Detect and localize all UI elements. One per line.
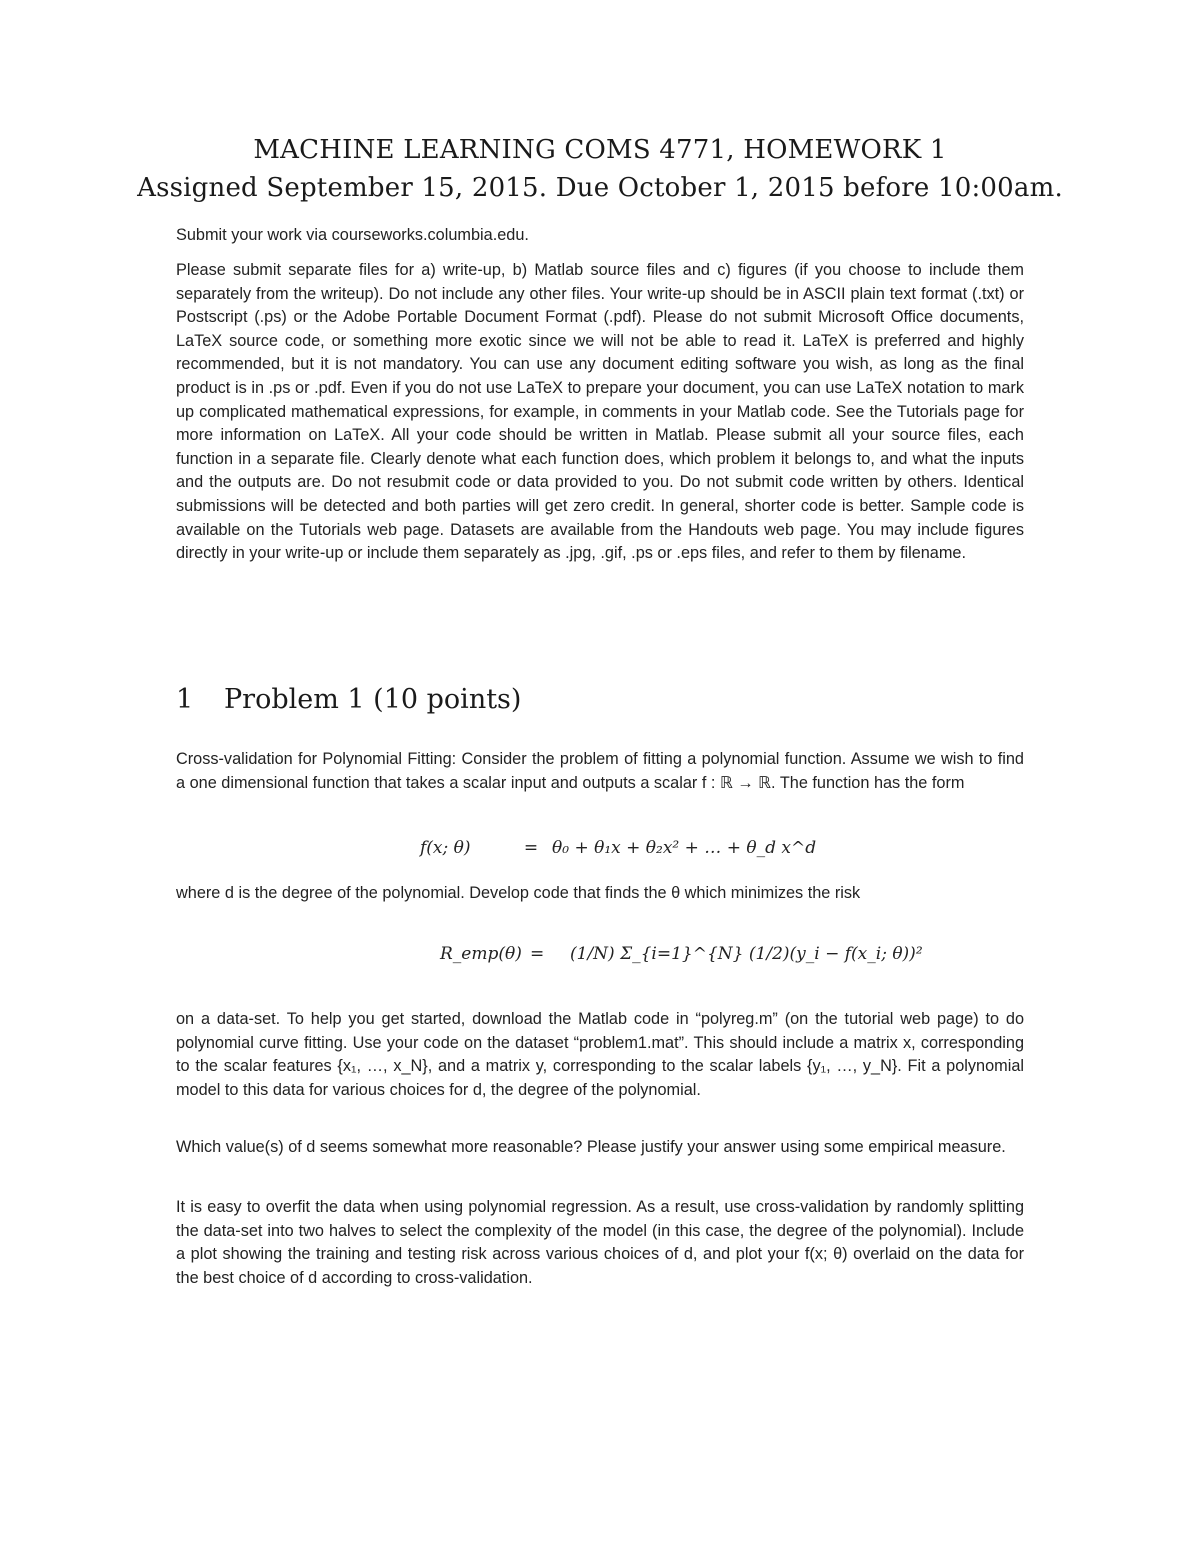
problem-intro: Cross-validation for Polynomial Fitting: Consider the problem of fitting a polynomial function. Assume we wish to find a one dimensional function that takes a scalar input and outputs a scalar f : ℝ → ℝ. The function has the form <box>176 750 1024 792</box>
risk-equation-lhs: R_emp(θ) <box>440 944 522 964</box>
question-paragraph: Which value(s) of d seems somewhat more reasonable? Please justify your answer using some empirical measure. <box>176 1138 1006 1156</box>
polynomial-equation <box>420 838 816 858</box>
risk-intro: where d is the degree of the polynomial. Develop code that finds the θ which minimizes the risk <box>176 884 861 902</box>
risk-equation-rhs: (1/N) Σ_{i=1}^{N} (1/2)(y_i − f(x_i; θ))² <box>570 944 923 964</box>
equation-equals: = <box>523 838 539 858</box>
risk-equation <box>440 926 923 990</box>
document-title: MACHINE LEARNING COMS 4771, HOMEWORK 1 <box>253 135 947 165</box>
section-title: Problem 1 (10 points) <box>224 684 522 715</box>
submission-details: Please submit separate files for a) write-up, b) Matlab source files and c) figures (if you choose to include them separately from the writeup). Do not include any other files. Your write-up should be in ASCII plain text format (.txt) or Postscript (.ps) or the Adobe Portable Document Format (.pdf). Please do not submit Microsoft Office documents, LaTeX source code, or something more exotic since we will not be able to read it. LaTeX is preferred and highly recommended, but it is not mandatory. You can use any document editing software you wish, as long as the final product is in .ps or .pdf. Even if you do not use LaTeX to prepare your document, you can use LaTeX notation to mark up complicated mathematical expressions, for example, in comments in your Matlab code. See the Tutorials page for more information on LaTeX. All your code should be written in Matlab. Please submit all your source files, each function in a separate file. Clearly denote what each function does, which problem it belongs to, and what the inputs and the outputs are. Do not resubmit code or data provided to you. Do not submit code written by others. Identical submissions will be detected and both parties will get zero credit. In general, shorter code is better. Sample code is available on the Tutorials web page. Datasets are available from the Handouts web page. You may include figures directly in your write-up or include them separately as .jpg, .gif, .ps or .eps files, and refer to them by filename. <box>176 261 1024 563</box>
submit-instruction: Submit your work via courseworks.columbia.edu. <box>176 226 529 244</box>
risk-equation-equals: = <box>530 944 545 964</box>
equation-lhs: f(x; θ) <box>420 838 471 858</box>
equation-rhs: θ₀ + θ₁x + θ₂x² + … + θ_d x^d <box>552 838 817 858</box>
cross-validation-paragraph: It is easy to overfit the data when using polynomial regression. As a result, use cross-validation by randomly splitting the data-set into two halves to select the complexity of the model (in this case, the degree of the polynomial). Include a plot showing the training and testing risk across various choices of d, and plot your f(x; θ) overlaid on the data for the best choice of d according to cross-validation. <box>176 1198 1024 1287</box>
dataset-paragraph: on a data-set. To help you get started, download the Matlab code in “polyreg.m” (on the tutorial web page) to do polynomial curve fitting. Use your code on the dataset “problem1.mat”. This should include a matrix x, corresponding to the scalar features {x₁, …, x_N}, and a matrix y, corresponding to the scalar labels {y₁, …, y_N}. Fit a polynomial model to this data for various choices for d, the degree of the polynomial. <box>176 1010 1024 1099</box>
section-number: 1 <box>176 684 194 715</box>
document-subtitle: Assigned September 15, 2015. Due October 1, 2015 before 10:00am. <box>137 173 1063 203</box>
section-heading-problem-1 <box>176 684 521 715</box>
